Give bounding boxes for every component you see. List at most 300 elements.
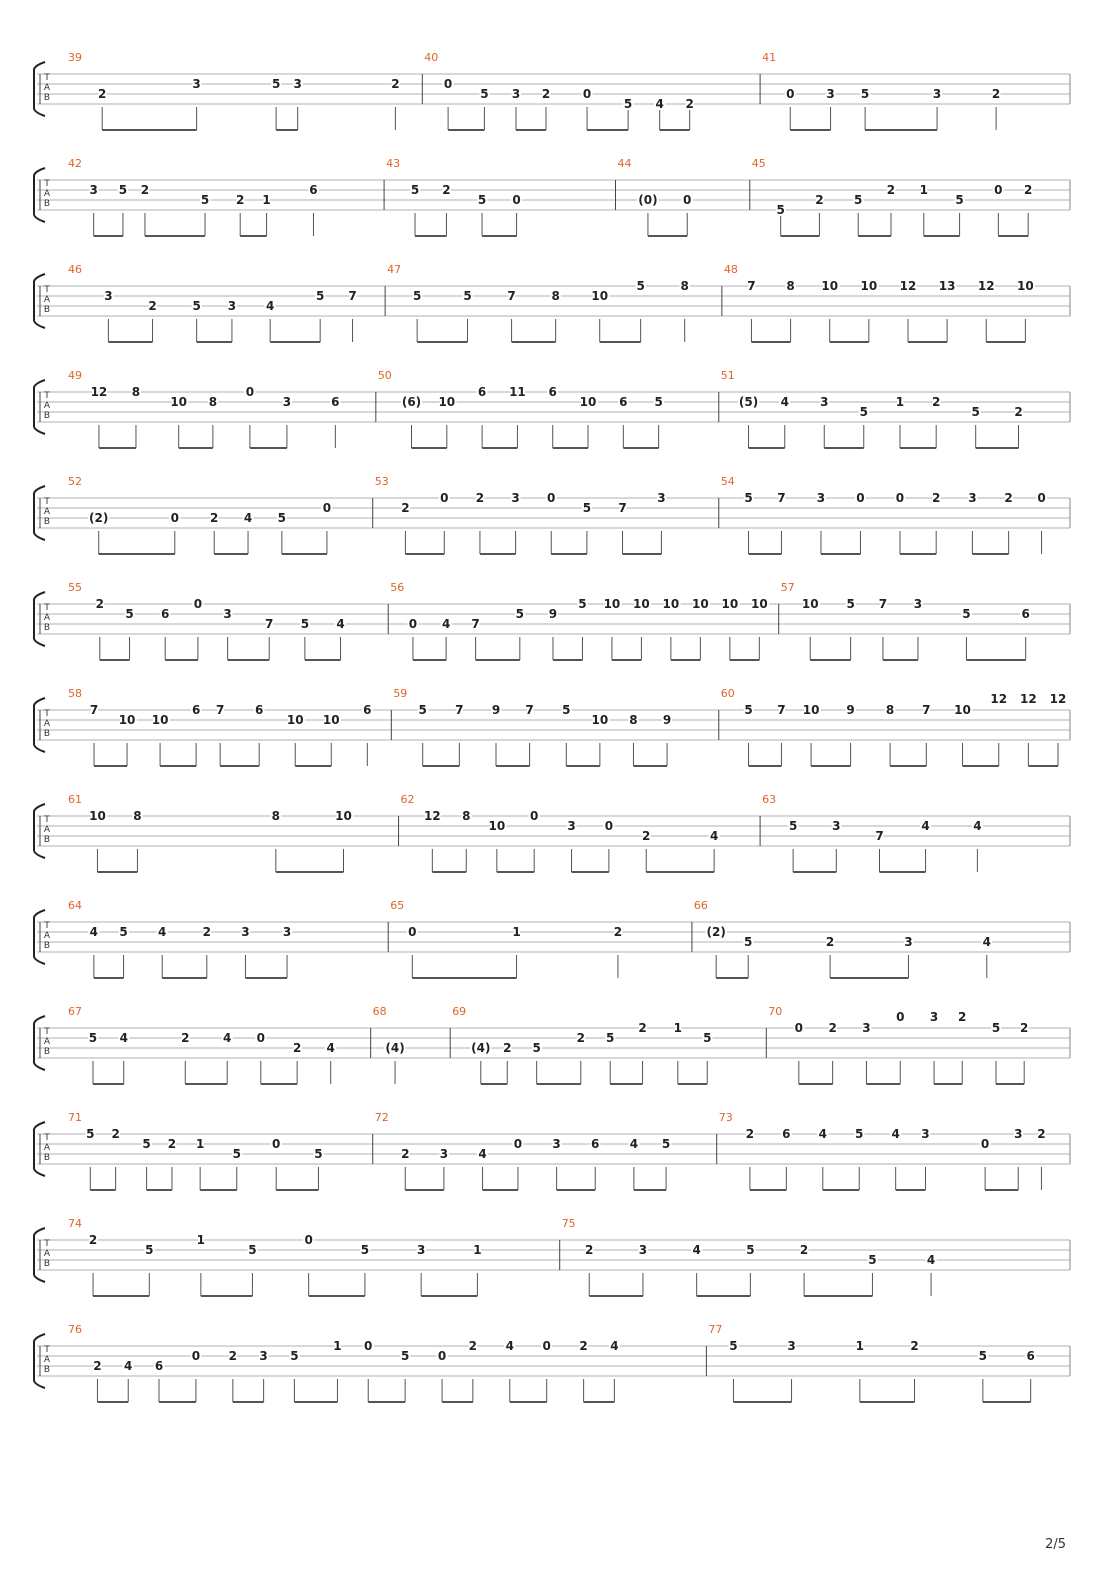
fret-number: 10 (802, 703, 820, 717)
measure-number: 64 (68, 899, 82, 912)
fret-number: 4 (243, 511, 253, 525)
fret-number: 10 (603, 597, 621, 611)
fret-number: 3 (416, 1243, 426, 1257)
tab-clef-letter: B (43, 1365, 51, 1375)
fret-number: 1 (673, 1021, 683, 1035)
tab-clef-letter: T (44, 73, 50, 83)
fret-number: 5 (578, 597, 587, 611)
fret-number: 5 (623, 97, 633, 111)
tab-system (34, 793, 1070, 872)
fret-number: 4 (921, 819, 930, 833)
fret-number: 2 (475, 491, 485, 505)
fret-number: 5 (145, 1243, 154, 1257)
fret-number: 1 (473, 1243, 482, 1257)
tab-clef-letter: A (43, 189, 51, 199)
fret-number: 2 (93, 1359, 102, 1373)
fret-number: 3 (820, 395, 829, 409)
measure-number: 40 (424, 51, 439, 64)
fret-number: 6 (154, 1359, 164, 1373)
fret-number: 0 (364, 1339, 373, 1353)
fret-number: 2 (638, 1021, 647, 1035)
fret-number: 7 (777, 703, 786, 717)
fret-number: 2 (442, 183, 451, 197)
measure-number: 48 (723, 263, 738, 276)
fret-number: 5 (955, 193, 964, 207)
fret-number: 0 (256, 1031, 265, 1045)
tab-clef-letter: B (43, 1047, 51, 1057)
fret-number: 5 (480, 87, 489, 101)
fret-number: 0 (786, 87, 795, 101)
tab-system (34, 1005, 1070, 1084)
fret-number: 4 (655, 97, 664, 111)
tab-system (34, 263, 1070, 342)
fret-number: 6 (191, 703, 201, 717)
fret-number: 12 (1020, 692, 1037, 706)
tab-clef-letter: T (44, 709, 50, 719)
tab-clef-letter: T (44, 1345, 50, 1355)
fret-number: 0 (856, 491, 865, 505)
fret-number: 5 (277, 511, 287, 525)
fret-number: 5 (636, 279, 645, 293)
tab-clef-letter: A (43, 295, 51, 305)
fret-number: 5 (788, 819, 798, 833)
fret-number: 4 (610, 1339, 619, 1353)
fret-number: 5 (962, 607, 971, 621)
fret-number: 10 (488, 819, 506, 833)
fret-number: 0 (322, 501, 332, 515)
fret-number: 8 (131, 385, 141, 399)
fret-number: 3 (904, 935, 913, 949)
fret-number: 4 (709, 829, 719, 843)
measure-number: 57 (780, 581, 795, 594)
fret-number: 1 (855, 1339, 865, 1353)
fret-number: 8 (133, 809, 142, 823)
fret-number: 0 (443, 77, 453, 91)
fret-number: 10 (89, 809, 106, 823)
fret-number: 8 (271, 809, 281, 823)
fret-number: 3 (511, 491, 520, 505)
fret-number: 5 (744, 703, 753, 717)
fret-number: 8 (551, 289, 560, 303)
fret-number: 2 (401, 1147, 410, 1161)
fret-number: 5 (855, 1127, 864, 1141)
fret-number: 10 (954, 703, 971, 717)
measure-number: 60 (720, 687, 735, 700)
fret-number: 0 (440, 491, 449, 505)
fret-number: (4) (385, 1041, 405, 1055)
fret-number: 2 (815, 193, 824, 207)
fret-number: 3 (929, 1010, 939, 1024)
fret-number: 4 (982, 935, 991, 949)
measure-number: 77 (708, 1323, 723, 1336)
fret-number: 3 (826, 87, 835, 101)
fret-number: 12 (90, 385, 108, 399)
fret-number: 4 (326, 1041, 335, 1055)
tab-clef-letter: T (44, 391, 50, 401)
fret-number: 3 (192, 77, 201, 91)
measure-number: 59 (393, 687, 408, 700)
tab-clef-letter: A (43, 1037, 51, 1047)
tab-clef-letter: T (44, 815, 50, 825)
fret-number: 6 (591, 1137, 600, 1151)
fret-number: 10 (170, 395, 188, 409)
fret-number: 0 (980, 1137, 990, 1151)
fret-number: 12 (899, 279, 917, 293)
fret-number: 7 (922, 703, 931, 717)
fret-number: 0 (994, 183, 1003, 197)
fret-number: 2 (1004, 491, 1013, 505)
fret-number: 3 (968, 491, 977, 505)
fret-number: 4 (89, 925, 99, 939)
tab-clef-letter: T (44, 921, 50, 931)
measure-number: 69 (452, 1005, 467, 1018)
fret-number: 0 (437, 1349, 447, 1363)
fret-number: 2 (825, 935, 835, 949)
measure-number: 49 (68, 369, 82, 382)
measure-number: 62 (400, 793, 415, 806)
fret-number: 6 (363, 703, 372, 717)
fret-number: 3 (832, 819, 841, 833)
fret-number: (2) (706, 925, 726, 939)
tab-clef-letter: B (43, 199, 51, 209)
fret-number: 10 (591, 289, 609, 303)
fret-number: 6 (619, 395, 628, 409)
fret-number: 3 (638, 1243, 648, 1257)
fret-number: 7 (875, 829, 884, 843)
fret-number: 10 (860, 279, 878, 293)
fret-number: 3 (241, 925, 250, 939)
fret-number: 7 (348, 289, 357, 303)
fret-number: 2 (799, 1243, 809, 1257)
fret-number: 10 (721, 597, 739, 611)
fret-number: 5 (477, 193, 487, 207)
fret-number: 3 (921, 1127, 930, 1141)
fret-number: 5 (744, 935, 753, 949)
measure-number: 51 (720, 369, 735, 382)
fret-number: 5 (746, 1243, 755, 1257)
fret-number: 4 (629, 1137, 639, 1151)
fret-number: 3 (89, 183, 98, 197)
fret-number: 7 (265, 617, 274, 631)
fret-number: 10 (438, 395, 456, 409)
fret-number: 2 (886, 183, 896, 197)
fret-number: 6 (161, 607, 170, 621)
fret-number: 5 (991, 1021, 1001, 1035)
fret-number: 8 (462, 809, 471, 823)
fret-number: 0 (542, 1339, 551, 1353)
fret-number: 0 (408, 925, 417, 939)
fret-number: 10 (591, 713, 609, 727)
fret-number: 2 (140, 183, 150, 197)
fret-number: 2 (401, 501, 410, 515)
measure-number: 66 (693, 899, 708, 912)
fret-number: 4 (158, 925, 167, 939)
fret-number: 5 (606, 1031, 615, 1045)
fret-number: 10 (801, 597, 819, 611)
fret-number: 7 (525, 703, 534, 717)
fret-number: 9 (548, 607, 558, 621)
fret-number: 3 (567, 819, 576, 833)
fret-number: 9 (846, 703, 855, 717)
fret-number: 0 (794, 1021, 804, 1035)
tab-clef-letter: B (43, 941, 51, 951)
measure-number: 61 (68, 793, 82, 806)
measure-number: 56 (390, 581, 405, 594)
fret-number: 0 (193, 597, 203, 611)
fret-number: 3 (227, 299, 237, 313)
fret-number: 0 (683, 193, 692, 207)
tab-clef-letter: A (43, 1355, 51, 1365)
fret-number: 5 (854, 193, 863, 207)
fret-number: 0 (191, 1349, 201, 1363)
fret-number: 4 (505, 1339, 514, 1353)
fret-number: 2 (932, 491, 941, 505)
fret-number: 4 (265, 299, 275, 313)
fret-number: 9 (491, 703, 501, 717)
fret-number: 6 (331, 395, 340, 409)
fret-number: 6 (1026, 1349, 1035, 1363)
fret-number: 1 (895, 395, 905, 409)
fret-number: 2 (148, 299, 157, 313)
tab-clef-letter: B (43, 835, 51, 845)
tab-clef-letter: T (44, 1239, 50, 1249)
measure-number: 68 (372, 1005, 387, 1018)
fret-number: 10 (692, 597, 709, 611)
fret-number: 3 (787, 1339, 796, 1353)
fret-number: 5 (290, 1349, 299, 1363)
fret-number: 6 (255, 703, 264, 717)
fret-number: 5 (860, 87, 870, 101)
fret-number: 3 (1014, 1127, 1023, 1141)
fret-number: 0 (604, 819, 614, 833)
fret-number: 10 (335, 809, 352, 823)
fret-number: 3 (282, 395, 292, 409)
measure-number: 50 (377, 369, 392, 382)
fret-number: 7 (878, 597, 888, 611)
measure-number: 76 (68, 1323, 82, 1336)
tab-clef-letter: T (44, 1027, 50, 1037)
fret-number: 3 (104, 289, 113, 303)
fret-number: 0 (1037, 491, 1046, 505)
fret-number: (5) (738, 395, 759, 409)
fret-number: (6) (401, 395, 422, 409)
fret-number: 3 (439, 1147, 449, 1161)
measure-number: 63 (762, 793, 777, 806)
fret-number: 5 (418, 703, 427, 717)
measure-number: 43 (386, 157, 401, 170)
fret-number: 5 (232, 1147, 241, 1161)
tab-clef-letter: T (44, 1133, 50, 1143)
fret-number: 5 (86, 1127, 95, 1141)
fret-number: 5 (744, 491, 753, 505)
tab-clef-letter: B (43, 623, 51, 633)
fret-number: 8 (629, 713, 638, 727)
fret-number: 5 (410, 183, 420, 197)
fret-number: 6 (1021, 607, 1030, 621)
measure-number: 74 (68, 1217, 82, 1230)
fret-number: 3 (816, 491, 826, 505)
measure-number: 54 (720, 475, 735, 488)
fret-number: 10 (579, 395, 597, 409)
fret-number: 2 (1037, 1127, 1046, 1141)
measure-number: 67 (68, 1005, 82, 1018)
fret-number: 7 (215, 703, 225, 717)
fret-number: 3 (293, 77, 302, 91)
fret-number: 5 (119, 925, 128, 939)
measure-number: 44 (617, 157, 632, 170)
tab-clef-letter: B (43, 1153, 51, 1163)
fret-number: 5 (125, 607, 134, 621)
fret-number: 10 (322, 713, 340, 727)
fret-number: 2 (613, 925, 623, 939)
fret-number: 2 (579, 1339, 588, 1353)
tab-system (34, 1217, 1070, 1296)
fret-number: 5 (703, 1031, 712, 1045)
fret-number: 10 (151, 713, 169, 727)
tab-system (34, 1111, 1070, 1190)
fret-number: 2 (541, 87, 551, 101)
fret-number: 4 (478, 1147, 487, 1161)
fret-number: 1 (919, 183, 928, 197)
tab-clef-letter: T (44, 497, 50, 507)
tab-clef-letter: A (43, 931, 51, 941)
fret-number: 2 (468, 1339, 478, 1353)
fret-number: 0 (530, 809, 539, 823)
tab-clef-letter: A (43, 401, 51, 411)
fret-number: 3 (913, 597, 923, 611)
fret-number: 2 (828, 1021, 837, 1035)
fret-number: 5 (314, 1147, 323, 1161)
fret-number: 7 (777, 491, 786, 505)
fret-number: 1 (333, 1339, 342, 1353)
fret-number: 2 (202, 925, 211, 939)
fret-number: 2 (98, 87, 107, 101)
fret-number: 0 (245, 385, 255, 399)
fret-number: 2 (503, 1041, 512, 1055)
tab-system (34, 581, 1070, 660)
fret-number: 2 (236, 193, 245, 207)
measure-number: 72 (374, 1111, 389, 1124)
fret-number: 6 (309, 183, 318, 197)
tab-clef-letter: A (43, 613, 51, 623)
fret-number: 2 (1020, 1021, 1029, 1035)
fret-number: 2 (228, 1349, 238, 1363)
fret-number: 10 (750, 597, 768, 611)
fret-number: 6 (477, 385, 487, 399)
fret-number: 3 (862, 1021, 871, 1035)
tab-clef-letter: B (43, 729, 51, 739)
fret-number: 3 (657, 491, 666, 505)
fret-number: 4 (973, 819, 982, 833)
tab-clef-letter: B (43, 1259, 51, 1269)
fret-number: 0 (513, 1137, 523, 1151)
fret-number: 8 (680, 279, 689, 293)
measure-number: 55 (68, 581, 82, 594)
fret-number: 4 (692, 1243, 701, 1257)
measure-number: 53 (374, 475, 389, 488)
fret-number: 7 (747, 279, 756, 293)
fret-number: (0) (638, 193, 658, 207)
fret-number: 5 (661, 1137, 671, 1151)
fret-number: 3 (932, 87, 942, 101)
measure-number: 45 (751, 157, 766, 170)
measure-number: 73 (718, 1111, 733, 1124)
fret-number: 12 (1049, 692, 1067, 706)
fret-number: 2 (111, 1127, 120, 1141)
fret-number: 5 (271, 77, 281, 91)
fret-number: 5 (192, 299, 201, 313)
fret-number: 5 (654, 395, 663, 409)
tab-clef-letter: A (43, 719, 51, 729)
fret-number: 5 (200, 193, 210, 207)
fret-number: 5 (118, 183, 128, 197)
tab-clef-letter: A (43, 83, 51, 93)
fret-number: 4 (926, 1253, 936, 1267)
fret-number: 5 (562, 703, 571, 717)
fret-number: 3 (282, 925, 292, 939)
fret-number: 12 (977, 279, 995, 293)
fret-number: (2) (89, 511, 109, 525)
fret-number: 3 (552, 1137, 561, 1151)
fret-number: 0 (512, 193, 521, 207)
fret-number: 2 (167, 1137, 177, 1151)
fret-number: 3 (259, 1349, 268, 1363)
measure-number: 71 (68, 1111, 82, 1124)
fret-number: 3 (223, 607, 232, 621)
fret-number: 5 (978, 1349, 988, 1363)
tab-clef-letter: T (44, 603, 50, 613)
fret-number: 2 (991, 87, 1001, 101)
tab-system (34, 475, 1070, 554)
fret-number: 5 (463, 289, 472, 303)
fret-number: 5 (971, 405, 980, 419)
fret-number: 2 (585, 1243, 594, 1257)
measure-number: 58 (68, 687, 82, 700)
tab-clef-letter: A (43, 825, 51, 835)
fret-number: 5 (776, 203, 785, 217)
fret-number: 5 (88, 1031, 98, 1045)
measure-number: 75 (561, 1217, 576, 1230)
fret-number: 8 (786, 279, 795, 293)
tab-system (34, 1323, 1070, 1402)
fret-number: 10 (286, 713, 304, 727)
fret-number: 10 (118, 713, 136, 727)
fret-number: 0 (896, 1010, 905, 1024)
fret-number: 5 (360, 1243, 370, 1257)
fret-number: 2 (576, 1031, 585, 1045)
fret-number: 0 (170, 511, 179, 525)
fret-number: 2 (1023, 183, 1033, 197)
fret-number: 12 (990, 692, 1008, 706)
fret-number: 9 (662, 713, 672, 727)
tab-clef-letter: T (44, 285, 50, 295)
fret-number: 2 (1014, 405, 1023, 419)
fret-number: 1 (195, 1137, 205, 1151)
fret-number: 5 (515, 607, 524, 621)
tab-clef-letter: A (43, 507, 51, 517)
fret-number: 7 (455, 703, 464, 717)
tab-clef-letter: T (44, 179, 50, 189)
fret-number: 0 (408, 617, 418, 631)
tab-clef-letter: A (43, 1249, 51, 1259)
tab-clef-letter: B (43, 93, 51, 103)
fret-number: 4 (780, 395, 789, 409)
fret-number: 5 (300, 617, 310, 631)
fret-number: 10 (821, 279, 839, 293)
tab-system (34, 51, 1070, 130)
fret-number: 4 (818, 1127, 827, 1141)
measure-number: 65 (390, 899, 405, 912)
